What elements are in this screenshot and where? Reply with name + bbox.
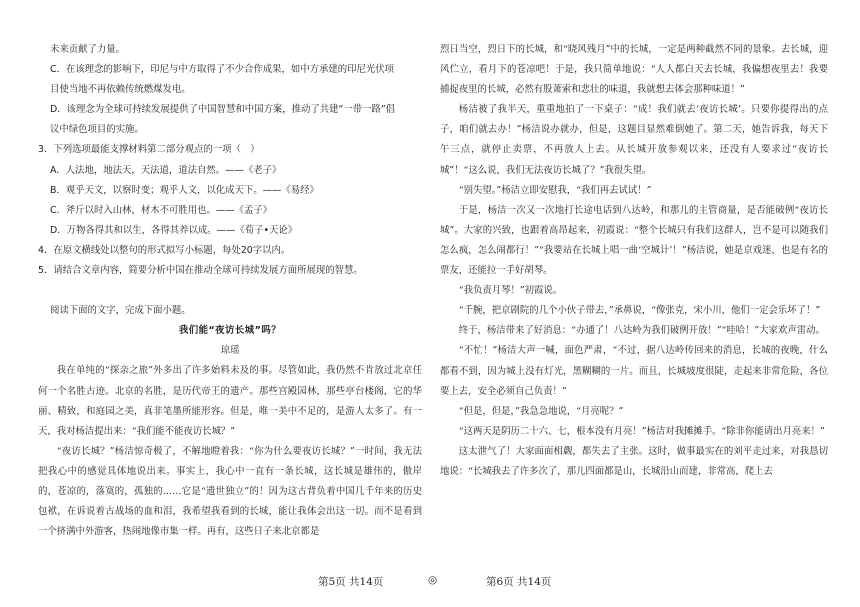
option-c: C．斧斤以时入山林，材木不可胜用也。——《孟子》 — [50, 204, 273, 216]
question-4: 4．在原文横线处以整句的形式拟写小标题，每处20字以内。 — [38, 244, 291, 256]
spacer — [38, 281, 422, 301]
question-3: 3．下列选项最能支撑材料第二部分观点的一项（ ） — [38, 144, 260, 156]
left-column — [38, 40, 422, 542]
page-number-right: 第6页 共14页 — [486, 576, 552, 588]
essay-paragraph: “不忙！”杨洁大声一喊，面色严肃，“不过，据八达岭传回来的消息，长城的夜晚，什么都看不到，因为城上没有灯光，黑糊糊的一片。而且，长城坡度很陡，走起来非常危险，各位要上去，安全必须自己负责！” — [440, 345, 828, 397]
option-d: D．万物各得其和以生，各得其养以成。——《荀子•天论》 — [50, 224, 298, 236]
essay-title: 我们能“夜访长城”吗？ — [178, 325, 282, 337]
right-column — [440, 40, 828, 482]
text-line: 议中绿色项目的实施。 — [50, 124, 144, 136]
option-a: A．人法地，地法天，天法道，道法自然。——《老子》 — [50, 164, 282, 176]
essay-paragraph: “夜访长城？”杨洁惊奇极了，不解地瞪着我：“你为什么要夜访长城？”一时间，我无法把我心中的感觉具体地说出来。事实上，我心中一直有一条长城，这长城是雄伟的，傲岸的，苍凉的，落寞的，孤独的……它是“遗世独立”的！因为这古背负着中国几千年来的历史包袱，在诉说着古战场的血和泪，我希望我看到的长城，能让我体会出这一切。而不是看到一个挤满中外游客，热闹地像市集一样。再有，这些日子来北京都是 — [38, 445, 422, 538]
question-5: 5．请结合文章内容，简要分析中国在推动全球可持续发展方面所展现的智慧。 — [38, 265, 363, 277]
essay-paragraph: “这两天是阴历二十六、七，根本没有月亮！”杨洁对我摊摊手。“除非你能请出月亮来！” — [458, 425, 825, 437]
page-number-left: 第5页 共14页 — [318, 576, 384, 588]
essay-paragraph: 我在单纯的“探亲之旅”外多出了许多始料未及的事。尽管如此，我仍然不肯放过北京任何一个名胜古迹。北京的名胜，是历代帝王的遗产。那些宫殿园林，那些亭台楼阁，它的华丽、精致，和庭园之美，真非笔墨所能形容。但是，唯一美中不足的，是游人太多了。有一天，我对杨洁提出来：“我们能不能夜访长城？” — [38, 365, 422, 437]
essay-paragraph: “别失望。”杨洁立即安慰我，“我们再去试试！” — [458, 184, 652, 196]
essay-paragraph: “我负责月琴！”初霞说。 — [458, 285, 563, 297]
option-d: D．该理念为全球可持续发展提供了中国智慧和中国方案，推动了共建“一带一路”倡 — [50, 104, 396, 116]
option-b: B．观乎天文，以察时变；观乎人文，以化成天下。——《易经》 — [50, 184, 319, 196]
reading-prompt: 阅读下面的文字，完成下面小题。 — [50, 305, 191, 317]
essay-paragraph: 烈日当空，烈日下的长城，和“晓风残月”中的长城，一定是两种截然不同的景象。去长城，迎风伫立，看月下的苍凉吧！于是，我只简单地说：“人人都白天去长城，我偏想夜里去！我要捕捉夜里的长城，必然有股萧索和悲壮的味道，我就想去体会那种味道！” — [440, 44, 828, 96]
right-page — [430, 0, 860, 607]
text-line: 目使当地不再依赖传统燃煤发电。 — [50, 84, 191, 96]
text-line: 未来贡献了力量。 — [50, 44, 126, 55]
essay-paragraph: “但是，但是，”我急急地说，“月亮呢？” — [458, 405, 624, 417]
essay-paragraph: 杨洁被了我半天，重重地拍了一下桌子：“成！我们就去‘夜访长城’。只要你提得出的点子，咱们就去办！”杨洁说办就办，但是，这题目显然难倒她了。第二天，她告诉我，每天下午三点，就停止卖票，不再放人上去。从长城开放参观以来，还没有人要求过“夜访长城”！“这么说，我们无法夜访长城了？”我很失望。 — [440, 104, 828, 176]
essay-paragraph: 于是，杨洁一次又一次地打长途电话到八达岭，和那儿的主管商量，是否能破例“夜访长城”。大家的兴致，也跟着高昂起来，初霞说：“整个长城只有我们这群人，岂不是可以随我们怎么疯，怎么闹都行！”“我要站在长城上唱一曲‘空城计’！”杨洁说，她是京戏迷，也是有名的票友，还能拉一手好胡琴。 — [440, 204, 828, 277]
essay-paragraph: 这太泄气了！大家面面相觑，都失去了主张。这时，做事最实在的刘平走过来，对我恳切地说：“长城我去了许多次了，那儿四面都是山，长城沿山而建，非常高，爬上去 — [440, 445, 828, 477]
essay-paragraph: 终于，杨洁带来了好消息：“办通了！八达岭为我们破例开放！”“哇哈！”大家欢声雷动。 — [458, 325, 825, 337]
option-c: C．在该理念的影响下，印尼与中方取得了不少合作成果，如中方承建的印尼光伏项 — [50, 64, 395, 76]
binding-mark-icon: ◎ — [428, 574, 438, 586]
essay-paragraph: “千腕，把京剧院的几个小伙子带去，”承鼻说，“像张克，宋小川，他们一定会乐坏了！” — [458, 305, 821, 317]
essay-author: 琼瑶 — [220, 345, 240, 357]
